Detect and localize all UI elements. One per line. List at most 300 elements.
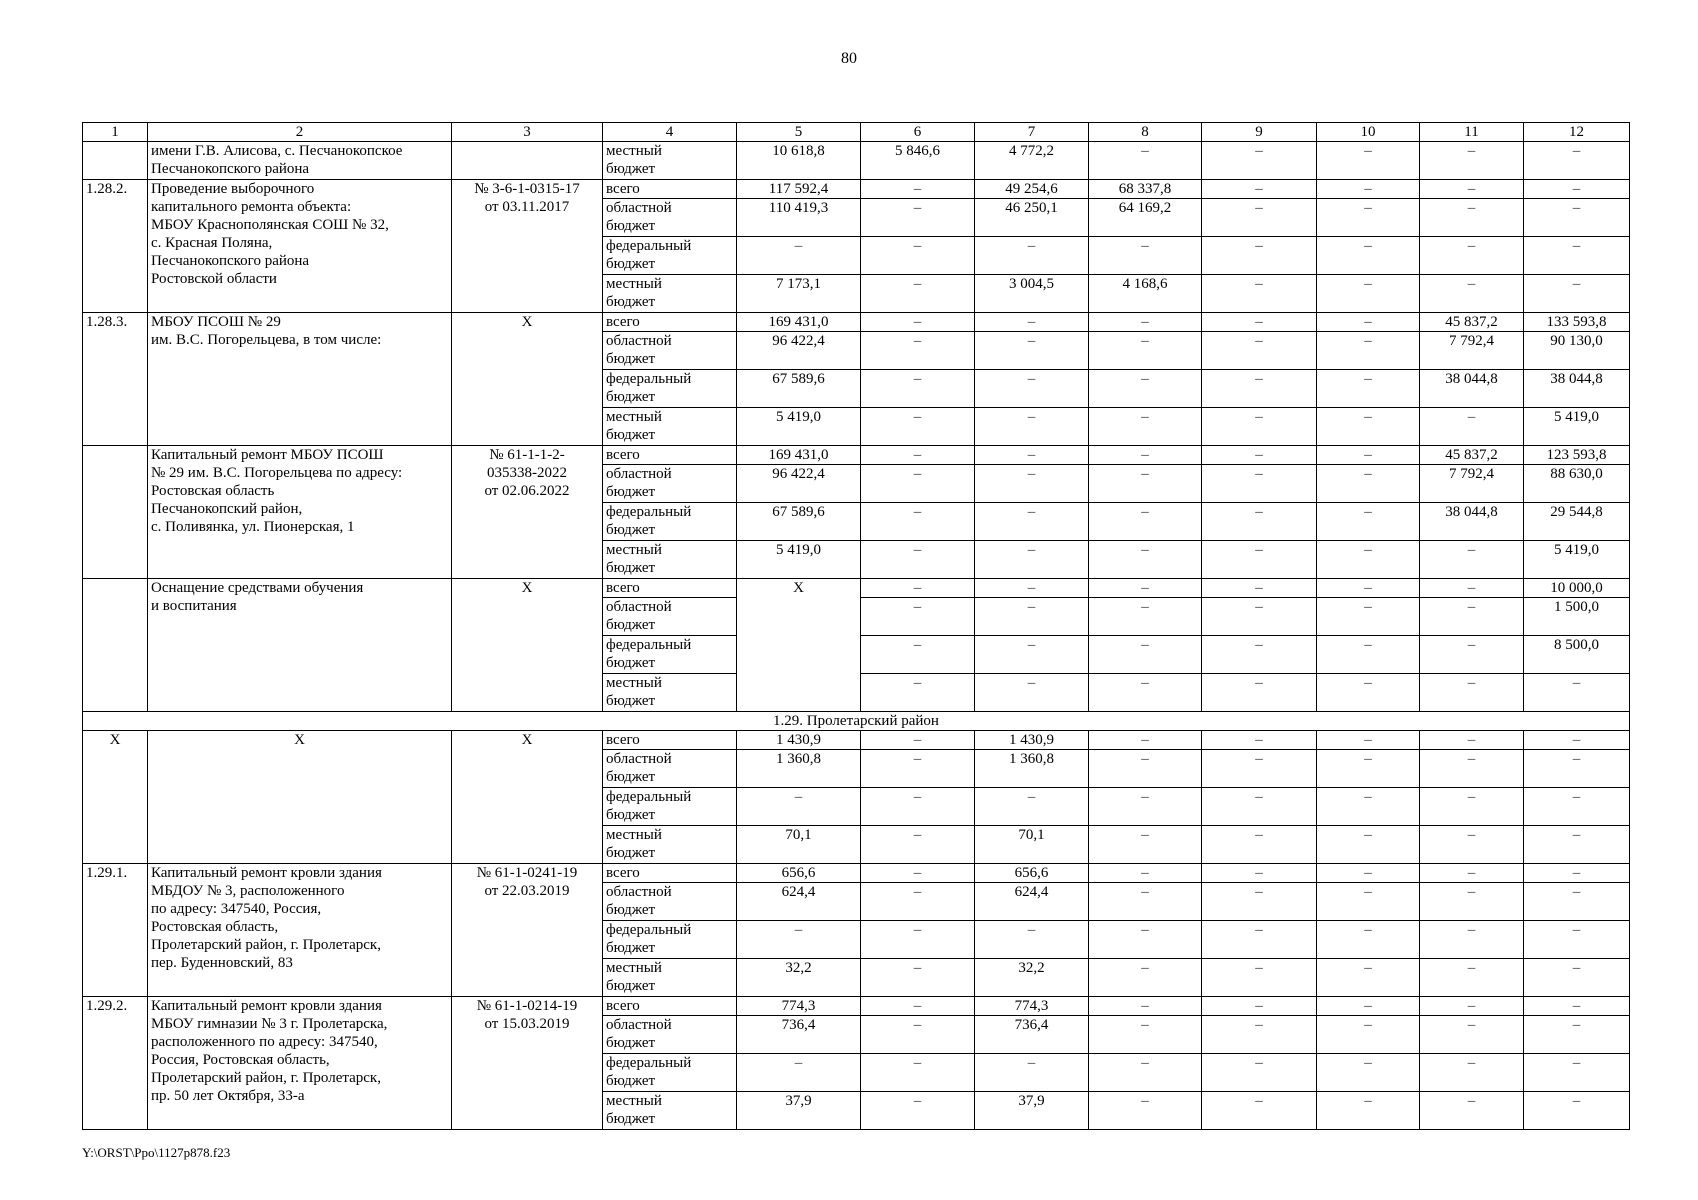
value-cell: 70,1 [737, 826, 861, 864]
funding-source: федеральный бюджет [603, 1054, 737, 1092]
funding-source: федеральный бюджет [603, 636, 737, 674]
value-cell: – [1089, 883, 1202, 921]
column-number-header: 12 [1524, 123, 1630, 142]
value-cell: – [975, 1054, 1089, 1092]
funding-source: местный бюджет [603, 541, 737, 579]
value-cell: – [975, 370, 1089, 408]
value-cell: – [861, 1054, 975, 1092]
value-cell: – [975, 788, 1089, 826]
value-cell: 88 630,0 [1524, 465, 1630, 503]
value-cell: 736,4 [975, 1016, 1089, 1054]
value-cell: 5 419,0 [1524, 408, 1630, 446]
table-row [83, 142, 1630, 180]
value-cell: – [1089, 541, 1202, 579]
column-number-header: 10 [1317, 123, 1420, 142]
value-cell: – [861, 864, 975, 883]
value-cell: – [1202, 408, 1317, 446]
value-cell: – [1317, 788, 1420, 826]
value-cell: – [1089, 731, 1202, 750]
object-name: Капитальный ремонт кровли здания МБОУ гимназии № 3 г. Пролетарска, расположенного по адресу: 347540, Россия, Ростовская область, Пролетарский район, г. Пролетарск, пр. 50 лет Октября, 33-а [148, 997, 452, 1130]
value-cell: 4 772,2 [975, 142, 1089, 180]
value-cell: – [1202, 864, 1317, 883]
value-cell: – [1420, 237, 1524, 275]
value-cell: – [1089, 674, 1202, 712]
value-cell: 1 360,8 [975, 750, 1089, 788]
funding-source: местный бюджет [603, 959, 737, 997]
funding-source: всего [603, 731, 737, 750]
value-cell: – [1420, 788, 1524, 826]
value-cell: – [861, 1092, 975, 1130]
value-cell: – [1420, 883, 1524, 921]
row-number: Х [83, 731, 148, 864]
value-cell: – [975, 579, 1089, 598]
value-cell: – [1089, 1054, 1202, 1092]
value-cell: – [1524, 883, 1630, 921]
value-cell: – [1317, 579, 1420, 598]
value-cell: – [1089, 1016, 1202, 1054]
funding-source: местный бюджет [603, 275, 737, 313]
value-cell: – [1317, 636, 1420, 674]
table-row [83, 446, 1630, 465]
value-cell: – [1317, 959, 1420, 997]
value-cell: – [861, 313, 975, 332]
value-cell: 8 500,0 [1524, 636, 1630, 674]
value-cell: – [1202, 275, 1317, 313]
value-cell: – [861, 332, 975, 370]
funding-source: федеральный бюджет [603, 237, 737, 275]
value-cell: – [1202, 598, 1317, 636]
value-cell: – [861, 465, 975, 503]
value-cell: 45 837,2 [1420, 446, 1524, 465]
value-cell: – [861, 731, 975, 750]
value-cell: 38 044,8 [1420, 503, 1524, 541]
funding-source: федеральный бюджет [603, 921, 737, 959]
merged-value-cell: Х [737, 579, 861, 712]
value-cell: 96 422,4 [737, 332, 861, 370]
value-cell: – [1089, 503, 1202, 541]
value-cell: – [1089, 826, 1202, 864]
value-cell: – [1317, 237, 1420, 275]
value-cell: 67 589,6 [737, 370, 861, 408]
value-cell: – [861, 997, 975, 1016]
object-name: Оснащение средствами обучения и воспитания [148, 579, 452, 712]
value-cell: – [975, 636, 1089, 674]
value-cell: 110 419,3 [737, 199, 861, 237]
value-cell: – [1524, 750, 1630, 788]
object-name: Проведение выборочного капитального ремонта объекта: МБОУ Краснополянская СОШ № 32, с. Красная Поляна, Песчанокопского района Ростовской области [148, 180, 452, 313]
table-header-row [83, 123, 1630, 142]
value-cell: 29 544,8 [1524, 503, 1630, 541]
value-cell: – [1089, 465, 1202, 503]
funding-source: областной бюджет [603, 199, 737, 237]
column-number-header: 7 [975, 123, 1089, 142]
value-cell: 169 431,0 [737, 313, 861, 332]
value-cell: – [1420, 997, 1524, 1016]
value-cell: – [1202, 465, 1317, 503]
value-cell: – [737, 237, 861, 275]
document-reference: № 61-1-0241-19 от 22.03.2019 [452, 864, 603, 997]
funding-source: всего [603, 446, 737, 465]
value-cell: – [1317, 465, 1420, 503]
table-row [83, 997, 1630, 1016]
funding-source: областной бюджет [603, 750, 737, 788]
value-cell: – [1202, 180, 1317, 199]
value-cell: – [1420, 921, 1524, 959]
funding-source: областной бюджет [603, 465, 737, 503]
value-cell: – [861, 959, 975, 997]
value-cell: 45 837,2 [1420, 313, 1524, 332]
value-cell: – [861, 883, 975, 921]
value-cell: 5 419,0 [737, 541, 861, 579]
budget-table [82, 122, 1630, 1130]
value-cell: – [1202, 1092, 1317, 1130]
value-cell: – [1202, 313, 1317, 332]
value-cell: – [1317, 142, 1420, 180]
value-cell: – [737, 788, 861, 826]
value-cell: – [861, 674, 975, 712]
value-cell: – [1420, 1092, 1524, 1130]
value-cell: – [1420, 636, 1524, 674]
value-cell: 5 419,0 [737, 408, 861, 446]
section-title: 1.29. Пролетарский район [83, 712, 1630, 731]
value-cell: – [1420, 541, 1524, 579]
value-cell: – [1202, 332, 1317, 370]
value-cell: 624,4 [975, 883, 1089, 921]
value-cell: – [1202, 142, 1317, 180]
value-cell: 1 360,8 [737, 750, 861, 788]
value-cell: – [861, 579, 975, 598]
document-reference: № 61-1-1-2- 035338-2022 от 02.06.2022 [452, 446, 603, 579]
value-cell: – [861, 826, 975, 864]
object-name: Х [148, 731, 452, 864]
value-cell: – [1317, 275, 1420, 313]
value-cell: – [1317, 1054, 1420, 1092]
value-cell: 49 254,6 [975, 180, 1089, 199]
document-reference: Х [452, 731, 603, 864]
value-cell: – [975, 674, 1089, 712]
value-cell: – [1202, 370, 1317, 408]
object-name: Капитальный ремонт кровли здания МБДОУ № 3, расположенного по адресу: 347540, Россия, Ростовская область, Пролетарский район, г. Пролетарск, пер. Буденновский, 83 [148, 864, 452, 997]
value-cell: 5 419,0 [1524, 541, 1630, 579]
value-cell: 169 431,0 [737, 446, 861, 465]
value-cell: 117 592,4 [737, 180, 861, 199]
funding-source: федеральный бюджет [603, 503, 737, 541]
funding-source: областной бюджет [603, 883, 737, 921]
value-cell: – [1420, 731, 1524, 750]
funding-source: всего [603, 997, 737, 1016]
value-cell: – [861, 446, 975, 465]
value-cell: – [1317, 883, 1420, 921]
value-cell: – [1317, 541, 1420, 579]
row-number: 1.28.3. [83, 313, 148, 446]
value-cell: – [1317, 1092, 1420, 1130]
value-cell: – [1317, 180, 1420, 199]
value-cell: – [1089, 997, 1202, 1016]
value-cell: 656,6 [737, 864, 861, 883]
table-row [83, 731, 1630, 750]
funding-source: всего [603, 313, 737, 332]
value-cell: – [1089, 142, 1202, 180]
row-number [83, 579, 148, 712]
value-cell: – [737, 921, 861, 959]
value-cell: – [1089, 864, 1202, 883]
value-cell: 1 500,0 [1524, 598, 1630, 636]
object-name: Капитальный ремонт МБОУ ПСОШ № 29 им. В.С. Погорельцева по адресу: Ростовская область Песчанокопский район, с. Поливянка, ул. Пионерская, 1 [148, 446, 452, 579]
funding-source: областной бюджет [603, 1016, 737, 1054]
value-cell: – [1317, 674, 1420, 712]
value-cell: 32,2 [737, 959, 861, 997]
value-cell: 67 589,6 [737, 503, 861, 541]
funding-source: местный бюджет [603, 1092, 737, 1130]
value-cell: – [1202, 503, 1317, 541]
value-cell: – [1317, 370, 1420, 408]
value-cell: – [1202, 1016, 1317, 1054]
value-cell: – [1420, 1054, 1524, 1092]
column-number-header: 2 [148, 123, 452, 142]
value-cell: – [1317, 503, 1420, 541]
row-number [83, 142, 148, 180]
funding-source: федеральный бюджет [603, 788, 737, 826]
value-cell: – [1202, 1054, 1317, 1092]
funding-source: всего [603, 180, 737, 199]
value-cell: – [1202, 731, 1317, 750]
row-number: 1.29.1. [83, 864, 148, 997]
value-cell: – [1524, 959, 1630, 997]
value-cell: – [1524, 674, 1630, 712]
table-row [83, 313, 1630, 332]
object-name: имени Г.В. Алисова, с. Песчанокопское Песчанокопского района [148, 142, 452, 180]
value-cell: – [1524, 921, 1630, 959]
value-cell: – [1089, 788, 1202, 826]
value-cell: – [1202, 750, 1317, 788]
value-cell: – [1420, 864, 1524, 883]
value-cell: – [1524, 826, 1630, 864]
value-cell: 3 004,5 [975, 275, 1089, 313]
value-cell: 4 168,6 [1089, 275, 1202, 313]
object-name: МБОУ ПСОШ № 29 им. В.С. Погорельцева, в том числе: [148, 313, 452, 446]
value-cell: – [861, 503, 975, 541]
value-cell: – [861, 275, 975, 313]
value-cell: – [1089, 579, 1202, 598]
value-cell: – [1317, 598, 1420, 636]
value-cell: – [861, 636, 975, 674]
funding-source: областной бюджет [603, 598, 737, 636]
value-cell: 46 250,1 [975, 199, 1089, 237]
value-cell: 37,9 [975, 1092, 1089, 1130]
value-cell: – [1420, 199, 1524, 237]
funding-source: местный бюджет [603, 826, 737, 864]
value-cell: – [1420, 674, 1524, 712]
value-cell: – [1089, 636, 1202, 674]
value-cell: – [1202, 959, 1317, 997]
value-cell: – [975, 237, 1089, 275]
value-cell: 96 422,4 [737, 465, 861, 503]
value-cell: 774,3 [975, 997, 1089, 1016]
value-cell: – [1420, 959, 1524, 997]
column-number-header: 9 [1202, 123, 1317, 142]
value-cell: 624,4 [737, 883, 861, 921]
value-cell: – [1420, 750, 1524, 788]
value-cell: – [975, 541, 1089, 579]
row-number: 1.29.2. [83, 997, 148, 1130]
value-cell: – [1089, 332, 1202, 370]
value-cell: – [1524, 997, 1630, 1016]
value-cell: – [1317, 750, 1420, 788]
value-cell: – [1524, 237, 1630, 275]
value-cell: 656,6 [975, 864, 1089, 883]
row-number [83, 446, 148, 579]
value-cell: 10 618,8 [737, 142, 861, 180]
value-cell: – [1524, 275, 1630, 313]
value-cell: – [1317, 921, 1420, 959]
value-cell: – [1420, 826, 1524, 864]
row-number: 1.28.2. [83, 180, 148, 313]
value-cell: – [861, 541, 975, 579]
document-reference: № 3-6-1-0315-17 от 03.11.2017 [452, 180, 603, 313]
column-number-header: 5 [737, 123, 861, 142]
value-cell: 123 593,8 [1524, 446, 1630, 465]
value-cell: 10 000,0 [1524, 579, 1630, 598]
value-cell: – [861, 598, 975, 636]
document-reference [452, 142, 603, 180]
value-cell: – [975, 921, 1089, 959]
value-cell: – [975, 503, 1089, 541]
value-cell: – [1089, 237, 1202, 275]
funding-source: областной бюджет [603, 332, 737, 370]
value-cell: – [1524, 731, 1630, 750]
value-cell: – [1202, 788, 1317, 826]
column-number-header: 11 [1420, 123, 1524, 142]
funding-source: местный бюджет [603, 408, 737, 446]
value-cell: – [1089, 370, 1202, 408]
table-body [83, 123, 1630, 1130]
value-cell: – [1089, 446, 1202, 465]
value-cell: – [1317, 997, 1420, 1016]
value-cell: – [975, 408, 1089, 446]
column-number-header: 8 [1089, 123, 1202, 142]
value-cell: – [1202, 636, 1317, 674]
value-cell: – [975, 465, 1089, 503]
value-cell: – [1089, 598, 1202, 636]
value-cell: – [1089, 921, 1202, 959]
table-row [83, 579, 1630, 598]
table-row [83, 180, 1630, 199]
value-cell: 38 044,8 [1524, 370, 1630, 408]
value-cell: 70,1 [975, 826, 1089, 864]
value-cell: – [1420, 408, 1524, 446]
value-cell: 5 846,6 [861, 142, 975, 180]
document-reference: Х [452, 579, 603, 712]
value-cell: – [1202, 921, 1317, 959]
value-cell: – [1420, 598, 1524, 636]
value-cell: – [1524, 142, 1630, 180]
budget-table-container [82, 122, 1630, 1130]
value-cell: – [1524, 788, 1630, 826]
value-cell: – [1524, 864, 1630, 883]
value-cell: – [975, 598, 1089, 636]
value-cell: 736,4 [737, 1016, 861, 1054]
value-cell: 7 792,4 [1420, 465, 1524, 503]
value-cell: – [1202, 826, 1317, 864]
value-cell: – [1202, 541, 1317, 579]
value-cell: – [1524, 1092, 1630, 1130]
value-cell: – [1202, 997, 1317, 1016]
value-cell: – [861, 408, 975, 446]
value-cell: 37,9 [737, 1092, 861, 1130]
value-cell: – [1317, 199, 1420, 237]
value-cell: – [975, 446, 1089, 465]
value-cell: – [1089, 1092, 1202, 1130]
value-cell: – [1420, 1016, 1524, 1054]
column-number-header: 1 [83, 123, 148, 142]
funding-source: местный бюджет [603, 142, 737, 180]
value-cell: – [1524, 1016, 1630, 1054]
value-cell: 133 593,8 [1524, 313, 1630, 332]
value-cell: – [861, 370, 975, 408]
funding-source: всего [603, 579, 737, 598]
column-number-header: 4 [603, 123, 737, 142]
value-cell: – [861, 199, 975, 237]
table-row [83, 864, 1630, 883]
value-cell: – [975, 313, 1089, 332]
value-cell: 1 430,9 [737, 731, 861, 750]
funding-source: федеральный бюджет [603, 370, 737, 408]
value-cell: – [1317, 332, 1420, 370]
column-number-header: 6 [861, 123, 975, 142]
value-cell: 68 337,8 [1089, 180, 1202, 199]
value-cell: – [1420, 142, 1524, 180]
value-cell: – [1202, 883, 1317, 921]
funding-source: всего [603, 864, 737, 883]
value-cell: – [1317, 408, 1420, 446]
value-cell: – [975, 332, 1089, 370]
value-cell: – [1317, 313, 1420, 332]
value-cell: – [1317, 864, 1420, 883]
value-cell: – [861, 180, 975, 199]
value-cell: 7 792,4 [1420, 332, 1524, 370]
value-cell: 1 430,9 [975, 731, 1089, 750]
value-cell: – [1202, 579, 1317, 598]
column-number-header: 3 [452, 123, 603, 142]
value-cell: 7 173,1 [737, 275, 861, 313]
section-row [83, 712, 1630, 731]
value-cell: – [1317, 826, 1420, 864]
page-number: 80 [841, 50, 857, 67]
value-cell: – [1089, 750, 1202, 788]
value-cell: – [1420, 180, 1524, 199]
value-cell: – [1420, 579, 1524, 598]
footer-file-path: Y:\ORST\Ppo\1127p878.f23 [82, 1145, 231, 1160]
value-cell: – [861, 237, 975, 275]
value-cell: – [861, 788, 975, 826]
value-cell: – [861, 921, 975, 959]
funding-source: местный бюджет [603, 674, 737, 712]
value-cell: – [1317, 446, 1420, 465]
value-cell: – [1317, 1016, 1420, 1054]
value-cell: – [1202, 199, 1317, 237]
value-cell: 90 130,0 [1524, 332, 1630, 370]
value-cell: 38 044,8 [1420, 370, 1524, 408]
value-cell: – [1420, 275, 1524, 313]
document-reference: Х [452, 313, 603, 446]
value-cell: – [737, 1054, 861, 1092]
value-cell: – [1089, 313, 1202, 332]
value-cell: – [1202, 674, 1317, 712]
value-cell: – [1089, 408, 1202, 446]
value-cell: – [861, 1016, 975, 1054]
value-cell: – [861, 750, 975, 788]
value-cell: 64 169,2 [1089, 199, 1202, 237]
